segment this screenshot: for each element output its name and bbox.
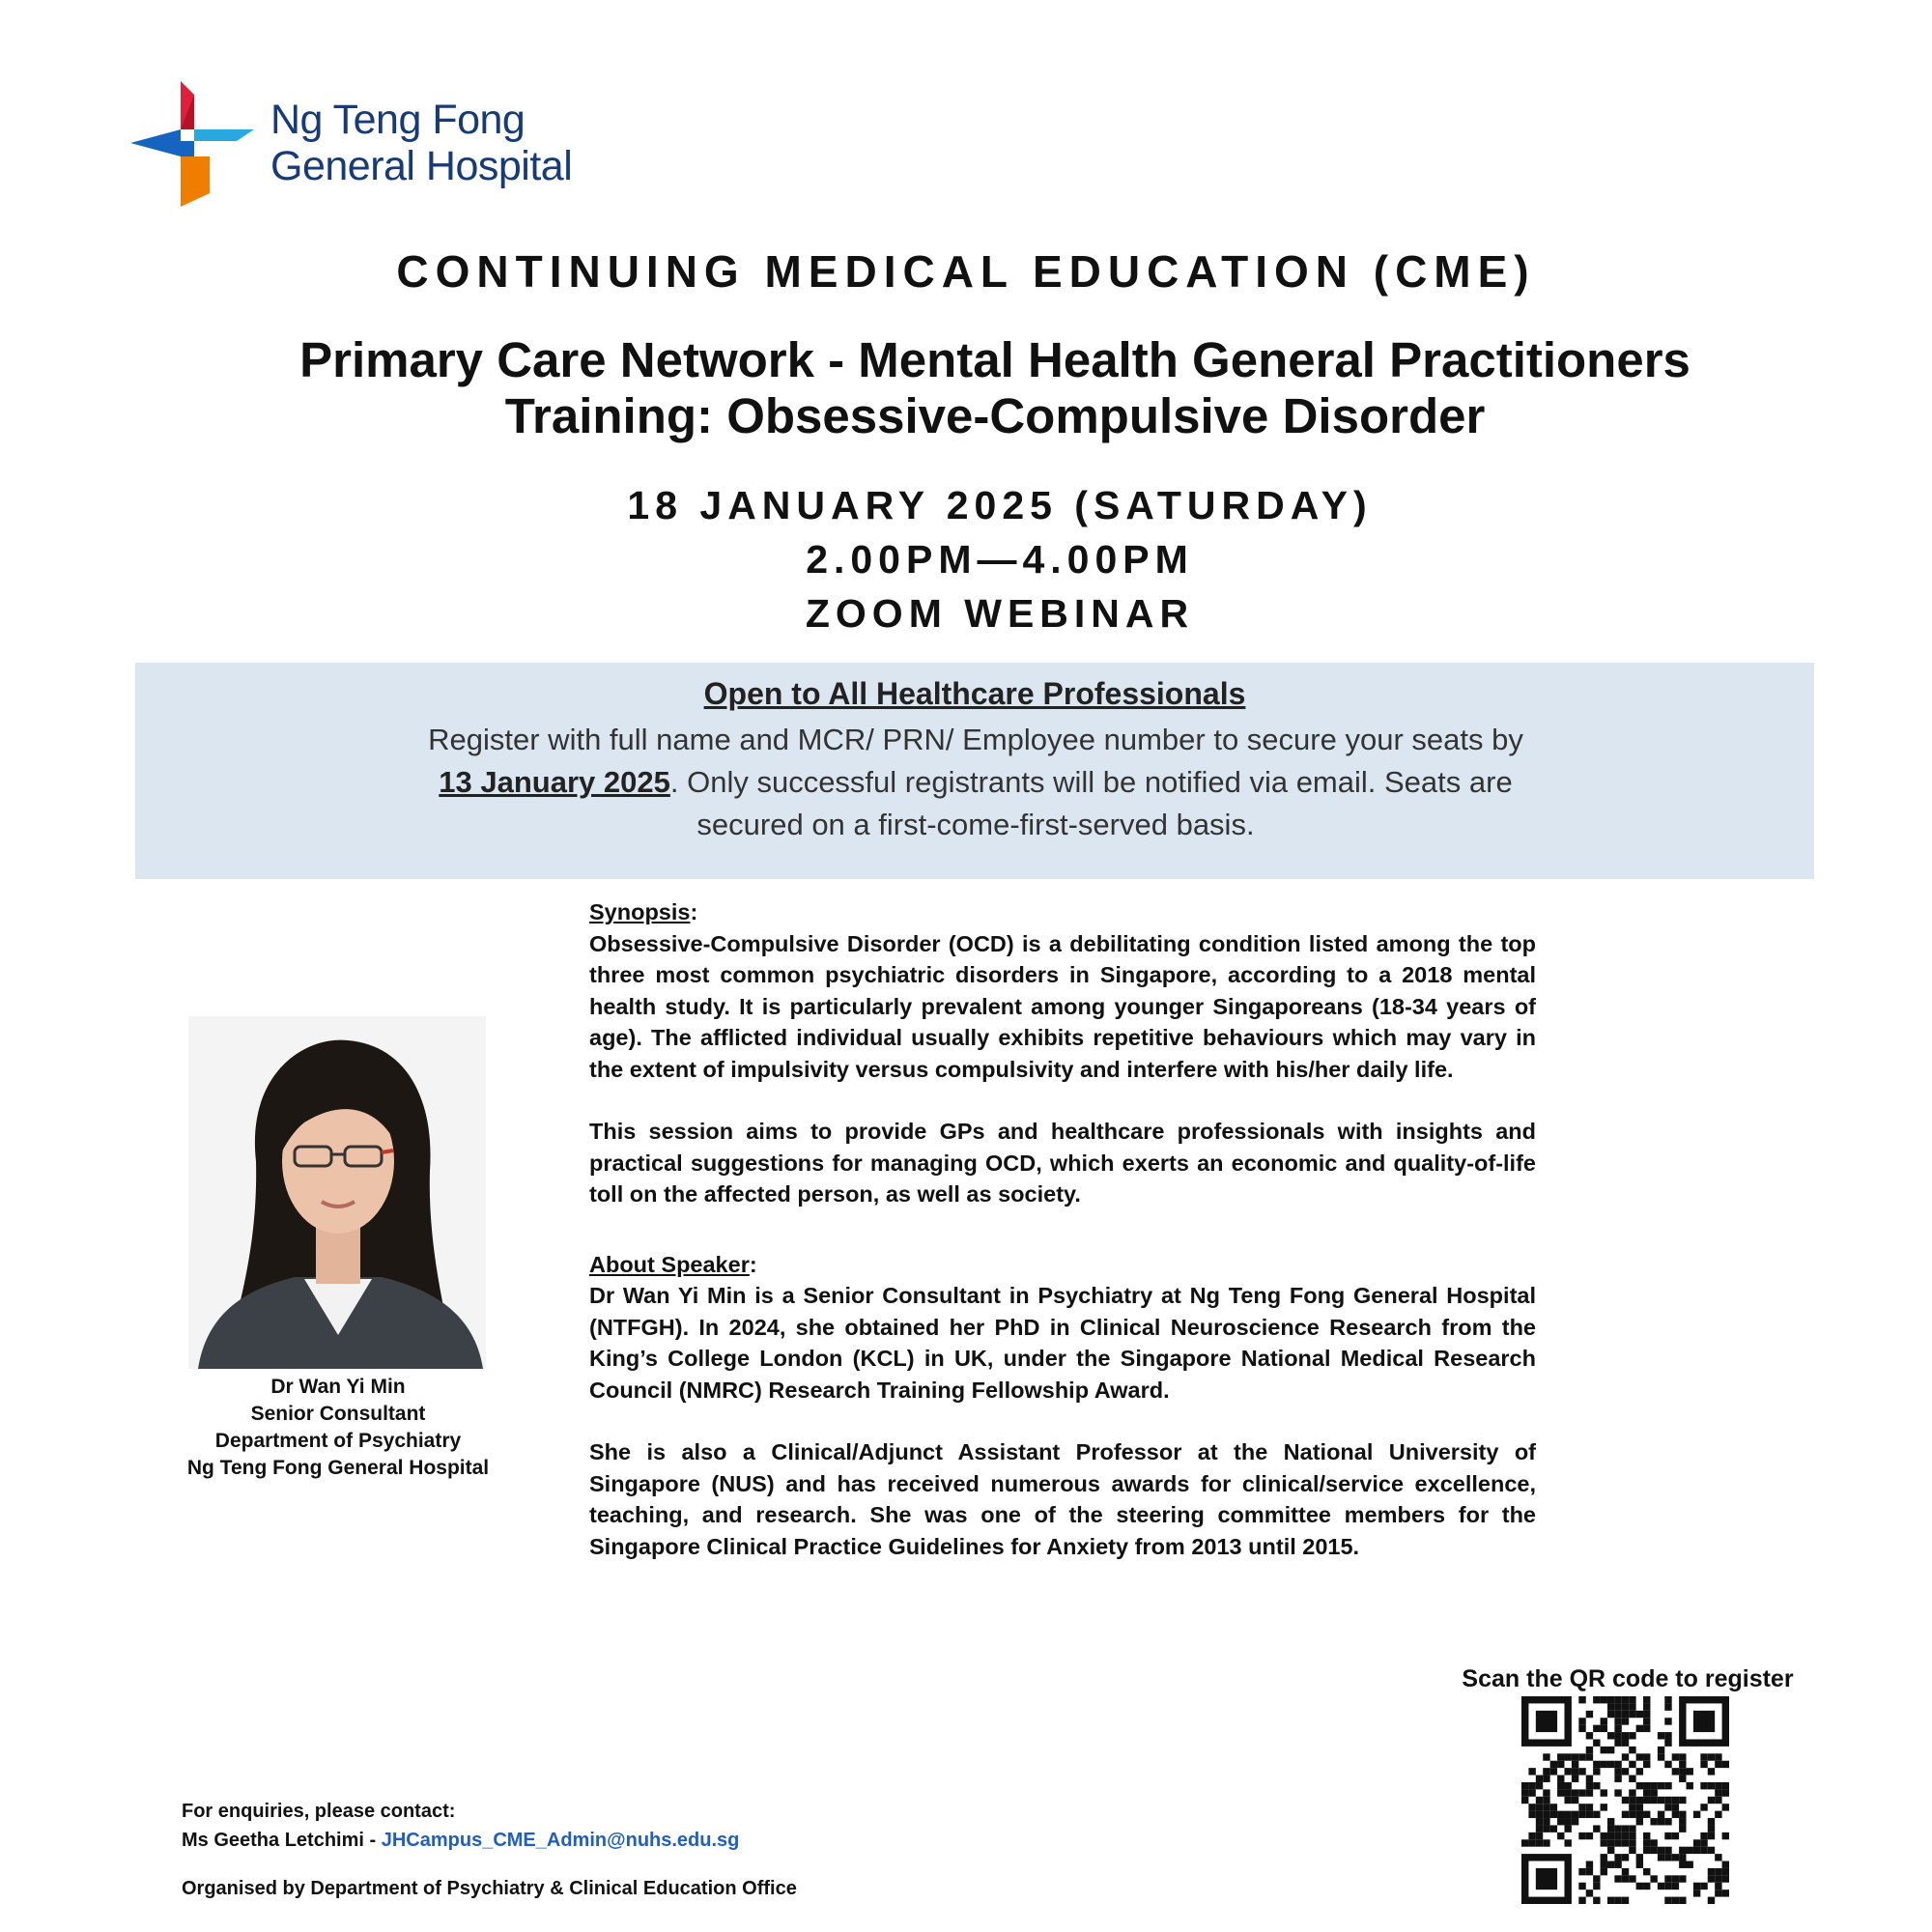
speaker-portrait-icon: [188, 1016, 486, 1369]
event-title: [242, 332, 1748, 444]
registration-heading: Open to All Healthcare Professionals: [703, 676, 1246, 711]
enquiry-label: For enquiries, please contact:: [182, 1801, 456, 1822]
organiser-note: Organised by Department of Psychiatry & Clinical Education Office: [182, 1878, 797, 1899]
speaker-photo: [188, 1016, 486, 1369]
registration-line-1: Register with full name and MCR/ PRN/ Employee number to secure your seats by: [428, 723, 1523, 756]
event-venue: ZOOM WEBINAR: [805, 591, 1195, 636]
logo-line-2: General Hospital: [270, 143, 573, 189]
about-speaker-paragraph-1: Dr Wan Yi Min is a Senior Consultant in Psychiatry at Ng Teng Fong General Hospital (NTFGH). In 2024, she obtained her PhD in Clinical Neuroscience Research from the King’s College London (KCL) in UK, under the Singapore National Medical Research Council (NMRC) Research Training Fellowship Award.: [589, 1283, 1536, 1403]
speaker-role: Senior Consultant: [250, 1403, 426, 1425]
hospital-logo-text: [270, 97, 572, 189]
speaker-hospital: Ng Teng Fong General Hospital: [186, 1457, 490, 1479]
registration-line-3: secured on a first-come-first-served basis.: [696, 808, 1255, 841]
cme-heading: CONTINUING MEDICAL EDUCATION (CME): [396, 246, 1536, 297]
hospital-logo: [130, 81, 594, 207]
contact-name: Ms Geetha Letchimi -: [182, 1830, 382, 1851]
qr-label: Scan the QR code to register: [1462, 1665, 1794, 1692]
event-time: 2.00PM—4.00PM: [806, 537, 1194, 582]
logo-line-1: Ng Teng Fong: [270, 97, 526, 143]
event-date: 18 JANUARY 2025 (SATURDAY): [627, 483, 1373, 527]
contact-email-link[interactable]: JHCampus_CME_Admin@nuhs.edu.sg: [381, 1830, 740, 1851]
hospital-logo-mark-icon: [130, 81, 256, 207]
enquiry-contact: [182, 1797, 739, 1855]
registration-details: [328, 719, 1623, 846]
contact-line: [182, 1826, 739, 1855]
registration-qr-code-icon[interactable]: [1521, 1696, 1729, 1904]
synopsis-paragraph-1: Obsessive-Compulsive Disorder (OCD) is a debilitating condition listed among the top three most common psychiatric disorders in Singapore, according to a 2018 mental health study. It is particularly prevalent among younger Singaporeans (18-34 years of age). The afflicted individual usually exhibits repetitive behaviours which may vary in the extent of impulsivity versus compulsivity and interfere with his/her daily life.: [589, 930, 1536, 1082]
registration-line-2: . Only successful registrants will be notified via email. Seats are: [669, 765, 1513, 799]
synopsis-paragraph-2: This session aims to provide GPs and healthcare professionals with insights and practical suggestions for managing OCD, which exerts an economic and quality-of-life toll on the affected person, as well as society.: [589, 1119, 1536, 1207]
registration-deadline: 13 January 2025: [439, 765, 670, 799]
speaker-department: Department of Psychiatry: [214, 1430, 462, 1452]
speaker-name: Dr Wan Yi Min: [270, 1376, 406, 1398]
about-speaker-heading: About Speaker:: [589, 1251, 757, 1277]
content-sections: [589, 896, 1536, 1562]
speaker-caption: [145, 1374, 531, 1482]
event-title-line-1: Primary Care Network - Mental Health General Practitioners: [299, 332, 1690, 387]
event-title-line-2: Training: Obsessive-Compulsive Disorder: [504, 388, 1486, 443]
synopsis-heading: Synopsis:: [589, 899, 698, 924]
about-speaker-paragraph-2: She is also a Clinical/Adjunct Assistant Professor at the National University of Singapore (NUS) and has received numerous awards for clinical/service excellence, teaching, and research. She was one of the steering committee members for the Singapore Clinical Practice Guidelines for Anxiety from 2013 until 2015.: [589, 1439, 1536, 1559]
